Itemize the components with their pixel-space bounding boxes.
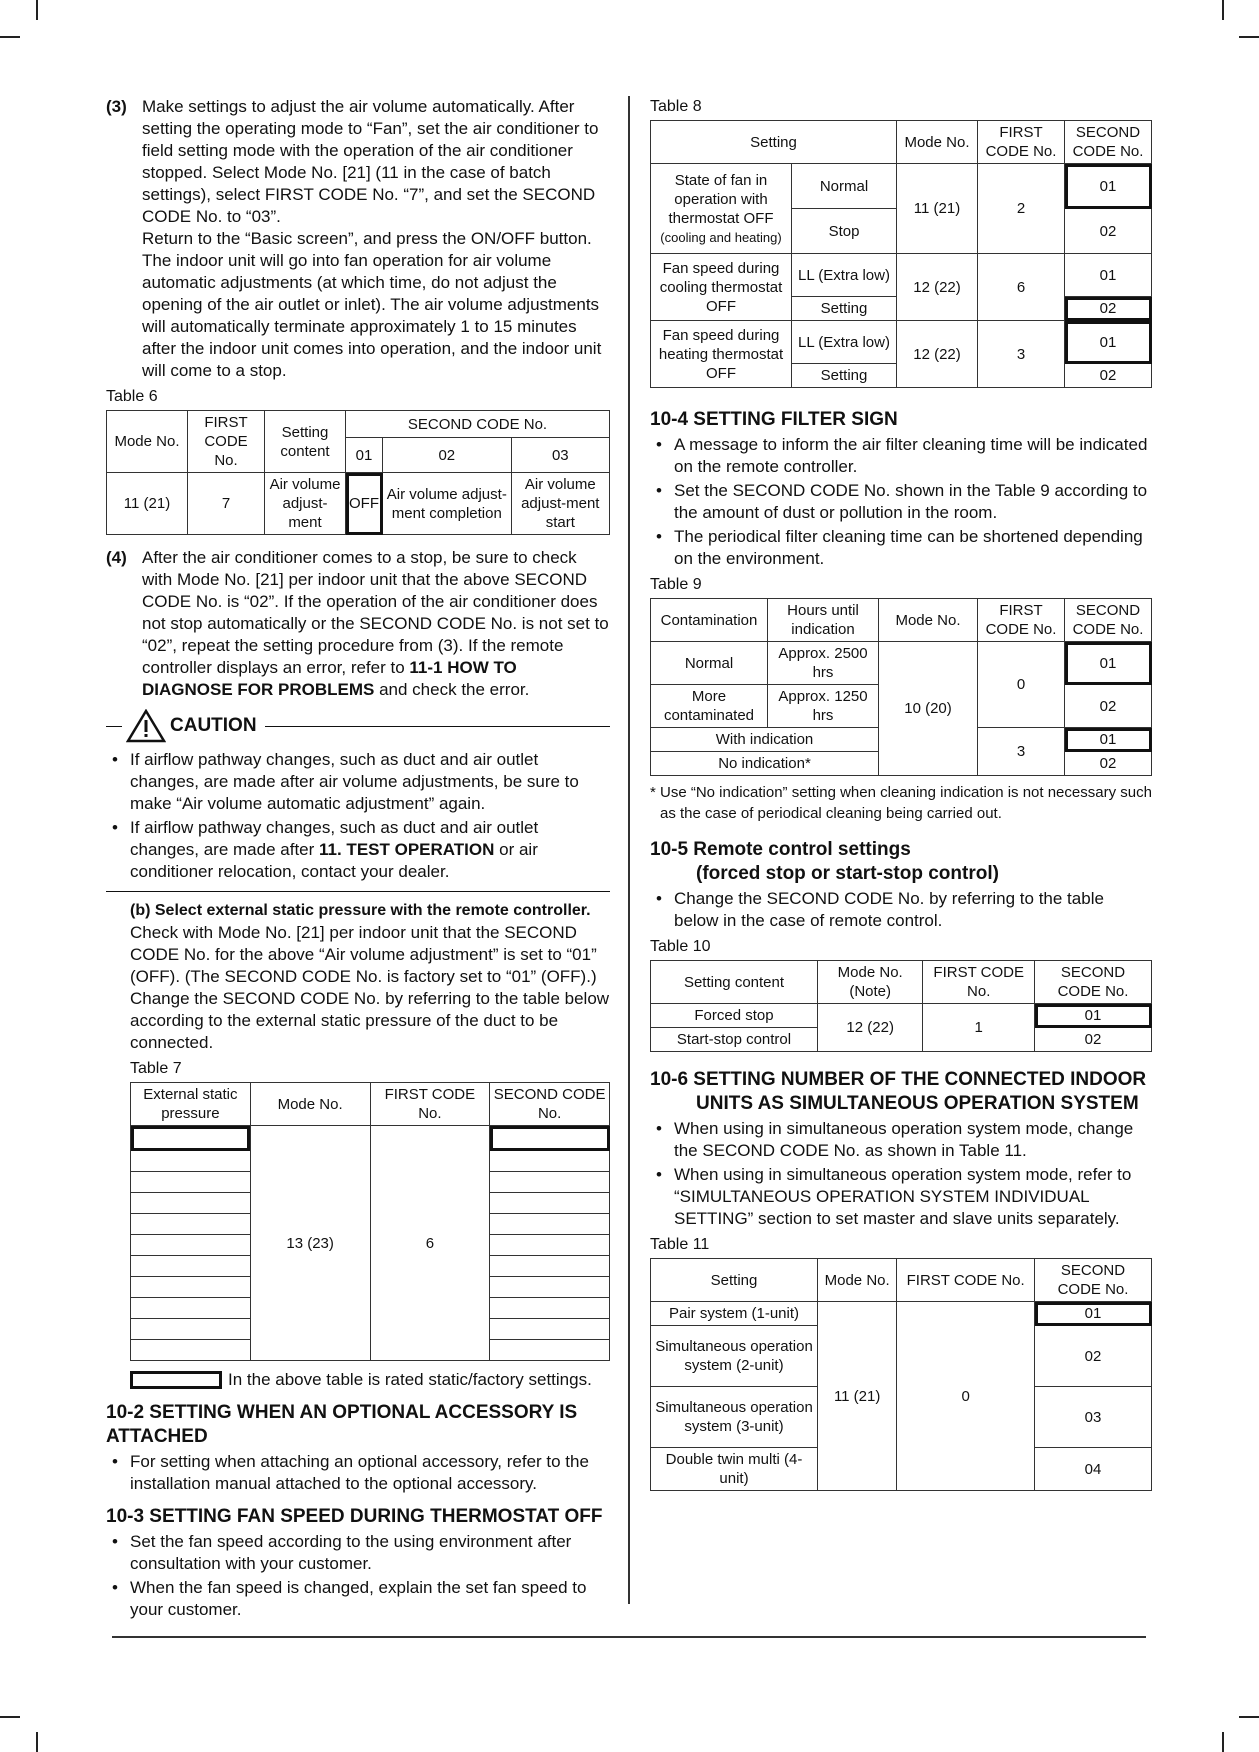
table-header: 03 xyxy=(511,438,609,473)
table-9-footnote: * Use “No indication” setting when cleaning indication is not necessary such as the case of periodical cleaning being carried out. xyxy=(650,784,1152,822)
divider xyxy=(106,891,610,892)
table-header: FIRST CODE No. xyxy=(370,1083,490,1126)
table-cell xyxy=(490,1277,610,1298)
table-cell: 13 (23) xyxy=(250,1126,370,1361)
list-item: • Change the SECOND CODE No. by referring to the table below in the case of remote control. xyxy=(650,888,1152,932)
table-cell xyxy=(651,164,792,254)
table-cell: 6 xyxy=(370,1126,490,1361)
table-cell: Simultaneous operation system (2-unit) xyxy=(651,1326,818,1387)
crop-mark xyxy=(1222,1732,1224,1752)
table-header: Mode No. xyxy=(107,411,188,473)
table-cell xyxy=(131,1151,251,1172)
table-cell: Normal xyxy=(792,164,897,209)
left-column xyxy=(106,96,610,1625)
table-header: Mode No. xyxy=(879,599,978,642)
table-9 xyxy=(650,598,1152,776)
table-cell-factory: 01 xyxy=(1065,728,1152,752)
table-cell-factory: 01 xyxy=(1065,164,1152,209)
footer-rule xyxy=(112,1636,1146,1638)
list-item: • Set the fan speed according to the using environment after consultation with your customer. xyxy=(106,1531,610,1575)
crop-mark xyxy=(0,36,20,38)
crop-mark xyxy=(0,1716,20,1718)
table-label: Table 8 xyxy=(650,98,702,115)
table-header: SECOND CODE No. xyxy=(1035,1259,1152,1302)
crop-mark xyxy=(36,0,38,20)
table-cell: 03 xyxy=(1035,1387,1152,1448)
table-cell xyxy=(131,1235,251,1256)
table-cell: 11 (21) xyxy=(107,473,188,535)
step-text: and check the error. xyxy=(379,680,530,699)
table-cell: Double twin multi (4-unit) xyxy=(651,1448,818,1491)
table-cell: 12 (22) xyxy=(897,254,978,321)
section-heading-10-4: 10-4 SETTING FILTER SIGN xyxy=(650,409,898,430)
table-cell: Normal xyxy=(651,642,768,685)
table-header: SECOND CODE No. xyxy=(346,411,610,438)
table-header: FIRST CODE No. xyxy=(188,411,265,473)
table-label: Table 9 xyxy=(650,576,702,593)
table-cell: Pair system (1-unit) xyxy=(651,1302,818,1326)
table-cell-factory xyxy=(490,1126,610,1151)
list-item xyxy=(106,817,610,883)
table-header: Setting xyxy=(651,121,897,164)
table-cell xyxy=(131,1277,251,1298)
table-cell: 11 (21) xyxy=(818,1302,897,1491)
factory-setting-box xyxy=(130,1371,222,1389)
table-11 xyxy=(650,1258,1152,1491)
table-cell-factory xyxy=(131,1126,251,1151)
table-header: Hours until indication xyxy=(768,599,879,642)
bullet-list xyxy=(650,888,1152,932)
table-cell: Stop xyxy=(792,209,897,254)
table-7-note xyxy=(130,1369,610,1391)
table-label: Table 10 xyxy=(650,938,711,955)
crop-mark xyxy=(1239,1716,1259,1718)
list-item-text: If airflow pathway changes, such as duct and air outlet changes, are made after xyxy=(130,818,539,859)
table-10 xyxy=(650,960,1152,1052)
step-number: (3) xyxy=(106,97,127,116)
table-header: 02 xyxy=(383,438,512,473)
table-cell: 0 xyxy=(978,642,1065,728)
section-text: Check with Mode No. [21] per indoor unit that the SECOND CODE No. for the above “Air volume adjustment” is set to “01” (OFF). (The SECOND CODE No. is factory set to “01” (OFF).) Change the SECOND CODE No. by referring to the table below according to the external static pressure of the duct to be connected. xyxy=(130,923,610,1052)
table-cell xyxy=(490,1340,610,1361)
table-header: SECOND CODE No. xyxy=(1065,599,1152,642)
table-cell: 1 xyxy=(923,1004,1035,1052)
table-cell: 11 (21) xyxy=(897,164,978,254)
table-cell: With indication xyxy=(651,728,879,752)
table-cell: Approx. 2500 hrs xyxy=(768,642,879,685)
table-cell xyxy=(131,1256,251,1277)
table-cell: Setting xyxy=(792,297,897,321)
table-cell xyxy=(131,1298,251,1319)
static-pressure-section xyxy=(106,900,610,1391)
table-cell: Approx. 1250 hrs xyxy=(768,685,879,728)
table-cell: 3 xyxy=(978,728,1065,776)
table-header: Contamination xyxy=(651,599,768,642)
table-cell xyxy=(490,1319,610,1340)
table-cell-factory: 01 xyxy=(1065,642,1152,685)
list-item: • When the fan speed is changed, explain the set fan speed to your customer. xyxy=(106,1577,610,1621)
table-header: FIRST CODE No. xyxy=(978,599,1065,642)
table-cell: No indication* xyxy=(651,752,879,776)
table-cell xyxy=(131,1319,251,1340)
table-cell xyxy=(131,1193,251,1214)
table-label: Table 6 xyxy=(106,388,158,405)
table-header: SECOND CODE No. xyxy=(1065,121,1152,164)
table-label: Table 7 xyxy=(130,1060,182,1077)
table-header: Mode No. xyxy=(250,1083,370,1126)
table-cell-factory: 02 xyxy=(1065,297,1152,321)
table-cell: Air volume adjust-ment xyxy=(265,473,346,535)
table-cell: 02 xyxy=(1065,685,1152,728)
step-reference: 11-1 HOW TO DIAGNOSE FOR PROBLEMS xyxy=(142,658,517,699)
table-cell-factory: 01 xyxy=(1065,321,1152,364)
table-cell-factory: 01 xyxy=(1035,1004,1152,1028)
table-cell: 02 xyxy=(1065,364,1152,388)
table-cell: Fan speed during cooling thermostat OFF xyxy=(651,254,792,321)
section-heading-10-2: 10-2 SETTING WHEN AN OPTIONAL ACCESSORY IS ATTACHED xyxy=(106,1402,578,1447)
table-cell xyxy=(490,1172,610,1193)
list-item: • For setting when attaching an optional accessory, refer to the installation manual attached to the optional accessory. xyxy=(106,1451,610,1495)
table-header: Mode No. (Note) xyxy=(818,961,923,1004)
table-6 xyxy=(106,410,610,535)
list-item-reference: 11. TEST OPERATION xyxy=(319,840,495,859)
table-cell xyxy=(490,1151,610,1172)
table-header: 01 xyxy=(346,438,383,473)
table-header: Setting content xyxy=(651,961,818,1004)
table-cell: 01 xyxy=(1065,254,1152,297)
table-8 xyxy=(650,120,1152,388)
table-cell: Air volume adjust-ment completion xyxy=(383,473,512,535)
table-header: Setting xyxy=(651,1259,818,1302)
list-item-text: or air conditioner relocation, contact your dealer. xyxy=(130,840,538,881)
table-header: FIRST CODE No. xyxy=(923,961,1035,1004)
note-text: In the above table is rated static/factory settings. xyxy=(228,1370,592,1389)
crop-mark xyxy=(1222,0,1224,20)
table-cell: 02 xyxy=(1035,1326,1152,1387)
table-cell: LL (Extra low) xyxy=(792,254,897,297)
section-subtitle: (forced stop or start-stop control) xyxy=(696,863,999,884)
bullet-list xyxy=(650,434,1152,570)
table-cell: LL (Extra low) xyxy=(792,321,897,364)
table-header: Mode No. xyxy=(897,121,978,164)
table-cell: 12 (22) xyxy=(818,1004,923,1052)
table-cell: 12 (22) xyxy=(897,321,978,388)
table-cell: 10 (20) xyxy=(879,642,978,776)
table-cell: 2 xyxy=(978,164,1065,254)
table-cell: Start-stop control xyxy=(651,1028,818,1052)
table-cell xyxy=(490,1235,610,1256)
step-text: After the air conditioner comes to a stop, be sure to check with Mode No. [21] per indoor unit that the above SECOND CODE No. is “02”. If the operation of the air conditioner does not stop automatically or the SECOND CODE No. is not set to “02”, repeat the setting procedure from (3). If the remote controller displays an error, refer to xyxy=(142,548,609,677)
table-cell: Simultaneous operation system (3-unit) xyxy=(651,1387,818,1448)
table-cell xyxy=(490,1193,610,1214)
table-cell xyxy=(490,1298,610,1319)
list-item: • When using in simultaneous operation system mode, refer to “SIMULTANEOUS OPERATION SYSTEM INDIVIDUAL SETTING” section to set master and slave units separately. xyxy=(650,1164,1152,1230)
table-header: SECOND CODE No. xyxy=(1035,961,1152,1004)
table-cell: 02 xyxy=(1065,752,1152,776)
table-cell-factory: 01 xyxy=(1035,1302,1152,1326)
table-cell-text: (cooling and heating) xyxy=(660,229,782,245)
table-cell: Forced stop xyxy=(651,1004,818,1028)
section-heading-10-6: 10-6 SETTING NUMBER OF THE CONNECTED INDOOR UNITS AS SIMULTANEOUS OPERATION SYSTEM xyxy=(650,1069,1147,1114)
bullet-list xyxy=(650,1118,1152,1230)
table-header: External static pressure xyxy=(131,1083,251,1126)
list-item: • If airflow pathway changes, such as duct and air outlet changes, are made after air volume adjustments, be sure to make “Air volume automatic adjustment” again. xyxy=(106,749,610,815)
crop-mark xyxy=(1239,36,1259,38)
table-header: FIRST CODE No. xyxy=(897,1259,1035,1302)
table-cell xyxy=(131,1172,251,1193)
table-cell: 02 xyxy=(1035,1028,1152,1052)
column-divider xyxy=(628,96,630,1604)
table-cell xyxy=(490,1214,610,1235)
table-cell-text: State of fan in operation with thermostat OFF xyxy=(668,171,774,227)
table-cell: Air volume adjust-ment start xyxy=(511,473,609,535)
step-4 xyxy=(106,547,610,701)
table-header: SECOND CODE No. xyxy=(490,1083,610,1126)
table-cell: Setting xyxy=(792,364,897,388)
list-item: • Set the SECOND CODE No. shown in the Table 9 according to the amount of dust or pollution in the room. xyxy=(650,480,1152,524)
table-cell: 04 xyxy=(1035,1448,1152,1491)
table-header: Mode No. xyxy=(818,1259,897,1302)
table-cell: 7 xyxy=(188,473,265,535)
table-cell xyxy=(131,1340,251,1361)
table-cell: 0 xyxy=(897,1302,1035,1491)
step-3 xyxy=(106,96,610,382)
step-number: (4) xyxy=(106,548,127,567)
caution-list xyxy=(106,749,610,883)
bullet-list xyxy=(106,1451,610,1495)
list-item: • The periodical filter cleaning time can be shortened depending on the environment. xyxy=(650,526,1152,570)
step-text: Make settings to adjust the air volume automatically. After setting the operating mode to “Fan”, set the air conditioner to field setting mode with the operation of the air conditioner stopped. Select Mode No. [21] (11 in the case of batch settings), select FIRST CODE No. “7”, and set the SECOND CODE No. to “03”. xyxy=(142,97,599,226)
section-heading-10-5 xyxy=(650,838,1152,886)
table-cell-factory: OFF xyxy=(346,473,383,535)
bullet-list xyxy=(106,1531,610,1621)
table-cell: 6 xyxy=(978,254,1065,321)
caution-title: CAUTION xyxy=(170,715,257,736)
table-cell: More contaminated xyxy=(651,685,768,728)
table-header: Setting content xyxy=(265,411,346,473)
step-text: Return to the “Basic screen”, and press the ON/OFF button. The indoor unit will go into fan operation for air volume automatic adjustments (at which time, do not adjust the opening of the air outlet or inlet). The air volume adjustments will automatically terminate approximately 1 to 15 minutes after the indoor unit comes into operation, and the indoor unit will come to a stop. xyxy=(142,229,602,380)
section-heading-10-3: 10-3 SETTING FAN SPEED DURING THERMOSTAT OFF xyxy=(106,1506,603,1527)
crop-mark xyxy=(36,1732,38,1752)
list-item: • When using in simultaneous operation system mode, change the SECOND CODE No. as shown in Table 11. xyxy=(650,1118,1152,1162)
table-cell: 02 xyxy=(1065,209,1152,254)
section-title: 10-5 Remote control settings xyxy=(650,839,911,860)
table-label: Table 11 xyxy=(650,1236,710,1253)
caution-heading xyxy=(106,709,610,743)
table-cell xyxy=(490,1256,610,1277)
table-cell xyxy=(131,1214,251,1235)
table-header: FIRST CODE No. xyxy=(978,121,1065,164)
table-cell: 3 xyxy=(978,321,1065,388)
table-7 xyxy=(130,1082,610,1361)
table-cell: Fan speed during heating thermostat OFF xyxy=(651,321,792,388)
section-subtitle: (b) Select external static pressure with the remote controller. xyxy=(130,902,591,919)
right-column xyxy=(650,96,1152,1491)
list-item: • A message to inform the air filter cleaning time will be indicated on the remote controller. xyxy=(650,434,1152,478)
warning-icon xyxy=(126,709,166,743)
